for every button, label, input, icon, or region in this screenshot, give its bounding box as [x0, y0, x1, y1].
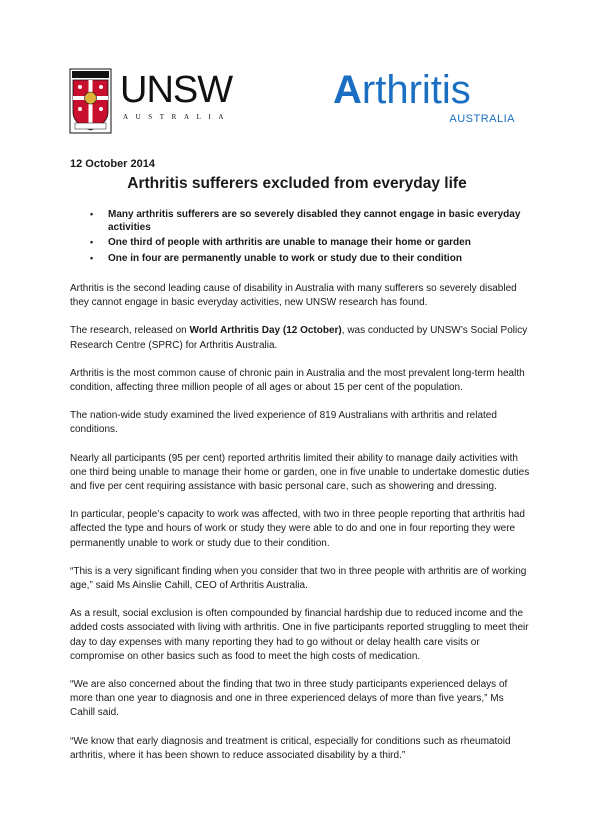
paragraph: Nearly all participants (95 per cent) reported arthritis limited their ability to manage daily activities with one third being unable to manage their home or garden, one in five unable to undertake domestic duties and five per cent requiring assistance with basic personal care, such as showering and dressing. [70, 452, 530, 493]
unsw-crest-icon [69, 68, 112, 134]
list-item: • One in four are permanently unable to work or study due to their condition [90, 252, 462, 264]
paragraph: The research, released on World Arthritis Day (12 October), was conducted by UNSW’s Social Policy Research Centre (SPRC) for Arthritis Australia. [70, 325, 528, 351]
paragraph: “We know that early diagnosis and treatment is critical, especially for conditions such as rheumatoid arthritis, where it has been shown to reduce associated disability by a third.” [70, 735, 511, 761]
paragraph: The nation-wide study examined the lived experience of 819 Australians with arthritis and related conditions. [70, 410, 497, 436]
list-item: • One third of people with arthritis are unable to manage their home or garden [90, 237, 471, 249]
page-title: Arthritis sufferers excluded from everyday life [127, 175, 467, 192]
bullet-icon: • [90, 252, 94, 263]
paragraph: Arthritis is the second leading cause of disability in Australia with many sufferers so severely disabled they cannot engage in basic everyday activities, new UNSW research has found. [70, 283, 517, 309]
key-points-list [90, 208, 530, 267]
world-arthritis-day-text: World Arthritis Day (12 October) [189, 325, 342, 337]
bullet-icon: • [90, 237, 94, 248]
paragraph: “This is a very significant finding when you consider that two in three people with arthritis are of working age,” said Ms Ainslie Cahill, CEO of Arthritis Australia. [70, 565, 527, 592]
bullet-icon: • [90, 209, 94, 219]
arthritis-subtitle: AUSTRALIA [449, 113, 515, 125]
article-body [70, 282, 530, 777]
arthritis-australia-logo [333, 68, 523, 128]
unsw-wordmark: UNSW [120, 69, 233, 111]
release-date: 12 October 2014 [70, 158, 155, 170]
paragraph: As a result, social exclusion is often compounded by financial hardship due to reduced income and the added costs associated with living with arthritis. One in five participants reported struggling to meet their day to day expenses with many reporting they had to go without or delay health care visits or compromise on other basics such as food to meet the high costs of medication. [70, 608, 529, 662]
paragraph: Arthritis is the most common cause of chronic pain in Australia and the most prevalent long-term health condition, affecting three million people of all ages or about 15 per cent of the population. [70, 367, 525, 394]
paragraph: In particular, people’s capacity to work was affected, with two in three people reporting that arthritis had affected the type and hours of work or study they were able to do and one in four reporting they were permanently unable to work or study due to their condition. [70, 509, 525, 549]
arthritis-wordmark: Arthritis [333, 68, 471, 112]
unsw-logo [69, 68, 249, 134]
paragraph: “We are also concerned about the finding that two in three study participants experienced delays of more than one year to diagnosis and one in three experienced delays of more than five years,” Ms Cahill said. [70, 679, 508, 719]
unsw-subtitle: AUSTRALIA [123, 113, 232, 121]
list-item: • Many arthritis sufferers are so severely disabled they cannot engage in basic everyday activities [90, 209, 521, 234]
